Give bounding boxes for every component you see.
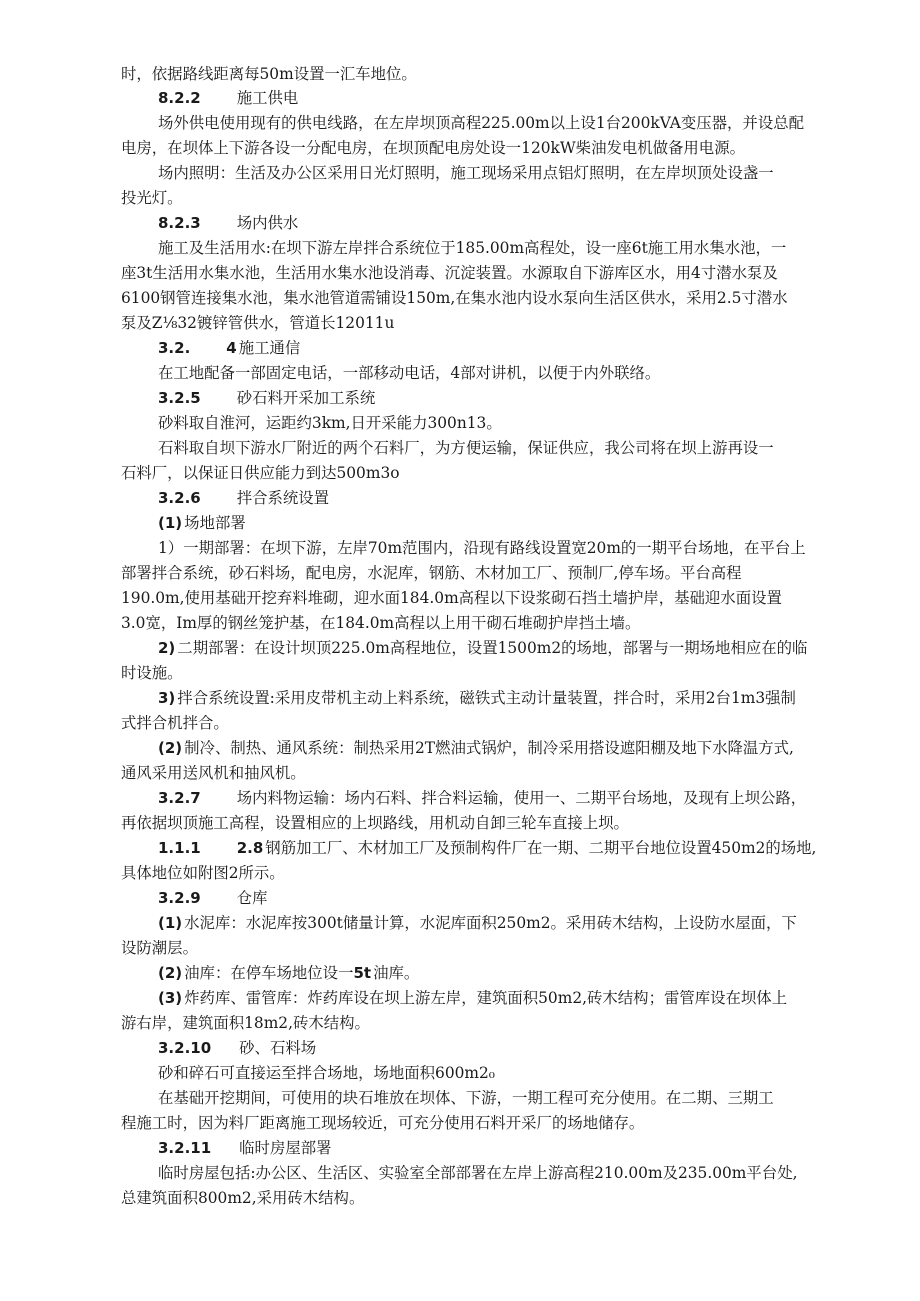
text-run: 190.0m,使用基础开挖弃料堆砌，迎水面184.0m高程以下设浆砌石挡土墙护岸，基础迎水面设置 <box>121 589 782 607</box>
text-line <box>0 710 920 736</box>
section-number: 1.1.1 <box>158 839 201 857</box>
section-number: 3.2. <box>158 339 191 357</box>
text-line <box>0 1010 920 1036</box>
section-number: (1) <box>158 914 183 932</box>
text-line <box>0 1060 920 1086</box>
text-line <box>0 1185 920 1211</box>
text-run: 泵及Z⅛32镀锌管供水，管道长12011u <box>121 314 395 332</box>
text-line <box>0 1035 920 1061</box>
text-run: 钢筋加工厂、木材加工厂及预制构件厂在一期、二期平台地位设置450m2的场地, <box>265 839 817 857</box>
text-run: 总建筑面积800m2,采用砖木结构。 <box>121 1189 365 1207</box>
text-line <box>0 985 920 1011</box>
section-number: 3.2.10 <box>158 1039 212 1057</box>
text-line <box>0 910 920 936</box>
section-number: 3.2.7 <box>158 789 201 807</box>
text-run: 6100钢管连接集水池，集水池管道需铺设150m,在集水池内设水泵向生活区供水，采用2.5寸潜水 <box>121 289 788 307</box>
text-line <box>0 835 920 861</box>
text-run: 拌合系统设置 <box>236 489 330 507</box>
text-run: 石料取自坝下游水厂附近的两个石料厂，为方便运输，保证供应，我公司将在坝上游再设一 <box>158 439 774 457</box>
text-run: 拌合系统设置:采用皮带机主动上料系统，磁铁式主动计量装置，拌合时，采用2台1m3强制 <box>177 689 796 707</box>
text-run: 二期部署：在设计坝顶225.0m高程地位，设置1500m2的场地，部署与一期场地相应在的临 <box>177 639 808 657</box>
section-number: 2) <box>158 639 176 657</box>
text-line <box>0 435 920 461</box>
section-number: (3) <box>158 989 183 1007</box>
text-run: 施工及生活用水:在坝下游左岸拌合系统位于185.00m高程处，设一座6t施工用水集水池，一 <box>158 239 787 257</box>
text-line <box>0 360 920 386</box>
text-run: 游右岸，建筑面积18m2,砖木结构。 <box>121 1014 370 1032</box>
text-run: 1）一期部署：在坝下游，左岸70m范围内，沿现有路线设置宽20m的一期平台场地，在平台上 <box>158 539 806 557</box>
text-line <box>0 535 920 561</box>
section-number: 3.2.11 <box>158 1139 212 1157</box>
text-run: 3.0宽，Im厚的钢丝笼护基，在184.0m高程以上用干砌石堆砌护岸挡土墙。 <box>121 614 641 632</box>
text-run: 场地部署 <box>184 514 246 532</box>
text-run: 施工通信 <box>238 339 301 357</box>
text-run: 电房，在坝体上下游各设一分配电房，在坝顶配电房处设一120kW柴油发电机做备用电源。 <box>121 139 745 157</box>
section-number: 3) <box>158 689 176 707</box>
text-line <box>0 785 920 811</box>
section-number: (2) <box>158 739 183 757</box>
text-line <box>0 860 920 886</box>
text-line <box>0 1110 920 1136</box>
text-line <box>0 210 920 236</box>
text-line <box>0 460 920 486</box>
text-line <box>0 285 920 311</box>
text-run: 砂、石料场 <box>239 1039 317 1057</box>
text-line <box>0 935 920 961</box>
text-run: 石料厂，以保证日供应能力到达500m3o <box>121 464 400 482</box>
text-line <box>0 560 920 586</box>
text-line <box>0 735 920 761</box>
text-run: 部署拌合系统，砂石料场，配电房，水泥库，钢筋、木材加工厂、预制厂,停车场。平台高程 <box>121 564 742 582</box>
text-line <box>0 1135 920 1161</box>
text-line <box>0 260 920 286</box>
text-run: 临时房屋包括:办公区、生活区、实验室全部部署在左岸上游高程210.00m及235.00m平台处, <box>158 1164 798 1182</box>
text-run: 砂石料开采加工系统 <box>236 389 376 407</box>
text-line <box>0 610 920 636</box>
section-number: 3.2.9 <box>158 889 201 907</box>
text-line <box>0 760 920 786</box>
text-run: 砂和碎石可直接运至拌合场地，场地面积600m2₀ <box>158 1064 495 1082</box>
text-line <box>0 1160 920 1186</box>
text-run: 程施工时，因为料厂距离施工现场较近，可充分使用石料开采厂的场地储存。 <box>121 1114 645 1132</box>
section-number: 4 <box>226 339 237 357</box>
text-run: 油库。 <box>373 964 420 982</box>
text-run: 水泥库：水泥库按300t储量计算，水泥库面积250m2。采用砖木结构，上设防水屋面，下 <box>184 914 797 932</box>
text-line <box>0 685 920 711</box>
text-run: 式拌合机拌合。 <box>121 714 229 732</box>
text-run: 具体地位如附图2所示。 <box>121 864 285 882</box>
text-line <box>0 385 920 411</box>
text-line <box>0 485 920 511</box>
text-run: 砂料取自淮河，运距约3km,日开采能力300n13。 <box>158 414 502 432</box>
text-line <box>0 61 920 87</box>
text-run: 时设施。 <box>121 664 183 682</box>
section-number: (2) <box>158 964 183 982</box>
text-line <box>0 635 920 661</box>
text-run: 时，依据路线距离每50m设置一汇车地位。 <box>121 65 417 83</box>
text-line <box>0 410 920 436</box>
text-line <box>0 85 920 111</box>
text-run: 通风采用送风机和抽风机。 <box>121 764 306 782</box>
text-run: 在基础开挖期间，可使用的块石堆放在坝体、下游，一期工程可充分使用。在二期、三期工 <box>158 1089 774 1107</box>
text-line <box>0 185 920 211</box>
section-number: 5t <box>353 964 372 982</box>
text-line <box>0 310 920 336</box>
text-run: 仓库 <box>236 889 268 907</box>
text-line <box>0 135 920 161</box>
text-line <box>0 510 920 536</box>
text-run: 场内料物运输：场内石料、拌合料运输，使用一、二期平台场地，及现有上坝公路， <box>236 789 807 807</box>
section-number: 3.2.6 <box>158 489 201 507</box>
section-number: 2.8 <box>236 839 264 857</box>
text-line <box>0 585 920 611</box>
text-run: 在工地配备一部固定电话，一部移动电话，4部对讲机，以便于内外联络。 <box>158 364 661 382</box>
text-run: 制冷、制热、通风系统：制热采用2T燃油式锅炉，制冷采用搭设遮阳棚及地下水降温方式, <box>184 739 794 757</box>
text-line <box>0 235 920 261</box>
text-line <box>0 960 920 986</box>
text-line <box>0 110 920 136</box>
text-run: 场外供电使用现有的供电线路，在左岸坝顶高程225.00m以上设1台200kVA变压器，并设总配 <box>158 114 805 132</box>
section-number: 3.2.5 <box>158 389 201 407</box>
text-run: 临时房屋部署 <box>239 1139 332 1157</box>
text-run: 油库：在停车场地位设一 <box>184 964 354 982</box>
text-line <box>0 160 920 186</box>
text-run: 再依据坝顶施工高程，设置相应的上坝路线，用机动自卸三轮车直接上坝。 <box>121 814 629 832</box>
text-run: 投光灯。 <box>121 189 183 207</box>
section-number: 8.2.2 <box>158 89 201 107</box>
text-run: 炸药库、雷管库：炸药库设在坝上游左岸，建筑面积50m2,砖木结构；雷管库设在坝体上 <box>184 989 788 1007</box>
section-number: (1) <box>158 514 183 532</box>
text-line <box>0 810 920 836</box>
text-run: 施工供电 <box>236 89 299 107</box>
text-line <box>0 335 920 361</box>
text-line <box>0 885 920 911</box>
section-number: 8.2.3 <box>158 214 201 232</box>
text-run: 设防潮层。 <box>121 939 198 957</box>
text-line <box>0 660 920 686</box>
text-run: 场内照明：生活及办公区采用日光灯照明，施工现场采用点铝灯照明，在左岸坝顶处设盏一 <box>158 164 774 182</box>
text-run: 场内供水 <box>236 214 299 232</box>
text-run: 座3t生活用水集水池，生活用水集水池设消毒、沉淀装置。水源取自下游库区水，用4寸潜水泵及 <box>121 264 778 282</box>
text-line <box>0 1085 920 1111</box>
